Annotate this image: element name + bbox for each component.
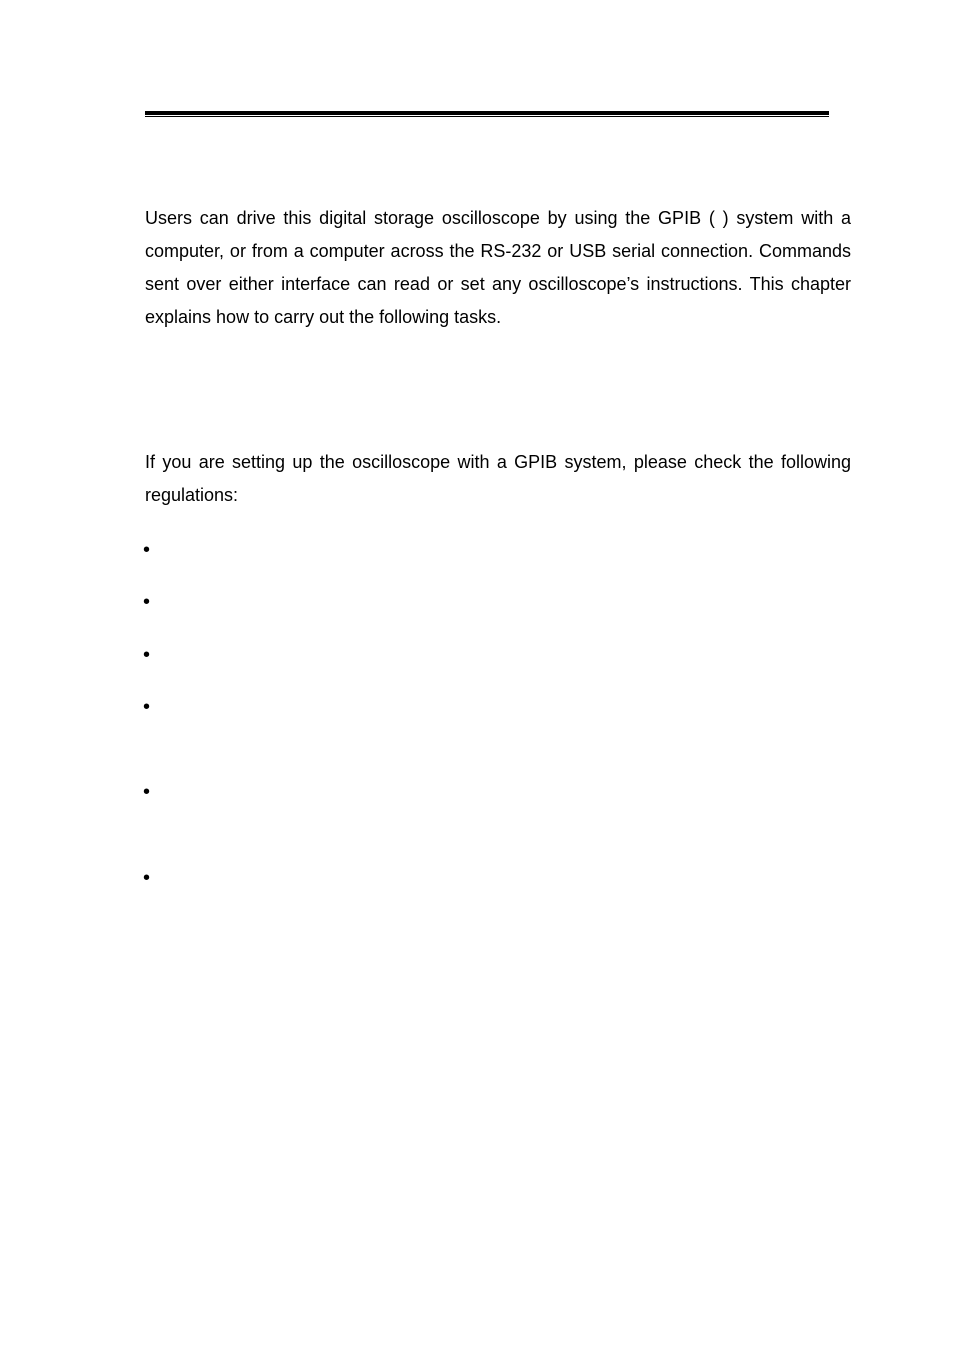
list-bullet: • (143, 696, 151, 718)
header-rule-thin (145, 116, 829, 117)
gpib-paragraph: If you are setting up the oscilloscope with a GPIB system, please check the following regulations: (145, 452, 851, 505)
header-rule (145, 111, 829, 115)
list-bullet: • (143, 867, 151, 889)
list-bullet: • (143, 591, 151, 613)
intro-paragraph: Users can drive this digital storage oscilloscope by using the GPIB ( ) system with a computer, or from a computer across the RS-232 or USB serial connection. Commands sent over either interface can read or set any oscilloscope’s instructions. This chapter explains how to carry out the following tasks. (145, 208, 851, 327)
list-bullet: • (143, 644, 151, 666)
list-bullet: • (143, 539, 151, 561)
list-bullet: • (143, 781, 151, 803)
